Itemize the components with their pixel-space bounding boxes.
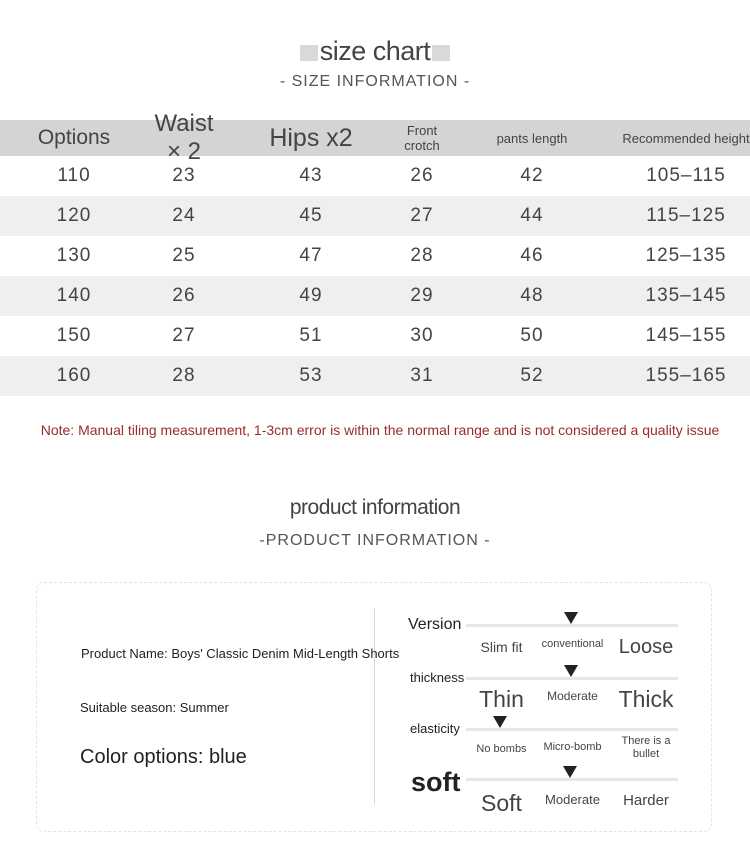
product-name: Product Name: Boys' Classic Denim Mid-Length Shorts bbox=[81, 646, 400, 661]
table-row bbox=[0, 276, 750, 316]
cell-waist: 26 bbox=[172, 285, 196, 306]
cell-pants-length: 52 bbox=[520, 365, 544, 386]
cell-waist: 25 bbox=[172, 245, 196, 266]
product-info-title: product information bbox=[289, 496, 461, 519]
cell-pants-length: 42 bbox=[520, 165, 544, 186]
suitable-season: Suitable season: Summer bbox=[80, 700, 229, 715]
table-row bbox=[0, 236, 750, 276]
cell-options: 140 bbox=[56, 285, 92, 306]
cell-hips: 49 bbox=[299, 285, 323, 306]
attr-option: Soft bbox=[481, 790, 522, 816]
product-info-heading bbox=[0, 496, 750, 550]
cell-waist: 23 bbox=[172, 165, 196, 186]
cell-waist: 24 bbox=[172, 205, 196, 226]
selection-marker-icon bbox=[563, 766, 577, 778]
cell-front-crotch: 29 bbox=[410, 285, 434, 306]
cell-recommended-height: 135–145 bbox=[645, 285, 727, 306]
attr-option: Harder bbox=[623, 792, 669, 809]
attr-label-elasticity: elasticity bbox=[410, 721, 460, 736]
table-header-row bbox=[0, 110, 750, 165]
cell-options: 110 bbox=[57, 165, 91, 186]
attr-option: Slim fit bbox=[480, 639, 523, 655]
scale-line bbox=[466, 677, 678, 680]
attr-option: Micro-bomb bbox=[543, 741, 602, 753]
cell-recommended-height: 125–135 bbox=[645, 245, 727, 266]
measurement-note: Note: Manual tiling measurement, 1-3cm error is within the normal range and is not considered a quality issue bbox=[40, 422, 720, 438]
attr-label-soft: soft bbox=[411, 767, 461, 797]
cell-front-crotch: 27 bbox=[410, 205, 434, 226]
cell-front-crotch: 26 bbox=[410, 165, 434, 186]
scale-line bbox=[466, 728, 678, 731]
table-row bbox=[0, 356, 750, 396]
attr-option: Moderate bbox=[545, 792, 600, 807]
header-options: Options bbox=[37, 126, 111, 149]
cell-waist: 28 bbox=[172, 365, 196, 386]
cell-options: 160 bbox=[56, 365, 92, 386]
cell-recommended-height: 155–165 bbox=[645, 365, 727, 386]
size-chart-title-text: size chart bbox=[319, 36, 431, 66]
cell-pants-length: 48 bbox=[520, 285, 544, 306]
header-pants-length: pants length bbox=[496, 130, 568, 146]
attr-option: Loose bbox=[618, 636, 674, 658]
cell-options: 130 bbox=[56, 245, 92, 266]
attr-option: There is a bullet bbox=[621, 735, 671, 760]
cell-recommended-height: 115–125 bbox=[646, 205, 726, 226]
cell-waist: 27 bbox=[172, 325, 196, 346]
attr-option: Thin bbox=[479, 686, 524, 712]
selection-marker-icon bbox=[564, 612, 578, 624]
cell-hips: 51 bbox=[299, 325, 323, 346]
title-bar-left bbox=[300, 45, 318, 61]
title-bar-right bbox=[432, 45, 450, 61]
cell-front-crotch: 28 bbox=[410, 245, 434, 266]
product-info-subtitle: -PRODUCT INFORMATION - bbox=[259, 532, 491, 549]
size-chart-subtitle: - SIZE INFORMATION - bbox=[279, 73, 471, 90]
scale-line bbox=[466, 778, 678, 781]
header-front-crotch: Front crotch bbox=[404, 123, 440, 153]
header-hips: Hips x2 bbox=[269, 123, 353, 152]
cell-hips: 45 bbox=[299, 205, 323, 226]
cell-options: 150 bbox=[56, 325, 92, 346]
selection-marker-icon bbox=[564, 665, 578, 677]
cell-hips: 47 bbox=[299, 245, 323, 266]
table-body bbox=[0, 156, 750, 396]
size-chart-heading bbox=[0, 36, 750, 91]
attr-option: conventional bbox=[541, 638, 604, 650]
attr-option: Moderate bbox=[547, 689, 598, 703]
attr-label-thickness: thickness bbox=[410, 670, 465, 685]
attr-option: No bombs bbox=[476, 743, 527, 755]
size-table bbox=[0, 110, 750, 396]
cell-hips: 53 bbox=[299, 365, 323, 386]
cell-recommended-height: 145–155 bbox=[645, 325, 727, 346]
cell-pants-length: 44 bbox=[520, 205, 544, 226]
attr-option: Thick bbox=[618, 686, 674, 712]
cell-pants-length: 46 bbox=[520, 245, 544, 266]
header-waist: Waist × 2 bbox=[154, 110, 214, 165]
header-recommended-height: Recommended height bbox=[622, 130, 750, 146]
color-options: Color options: blue bbox=[80, 746, 247, 768]
scale-line bbox=[466, 624, 678, 627]
panel-divider bbox=[374, 608, 375, 804]
cell-pants-length: 50 bbox=[520, 325, 544, 346]
cell-hips: 43 bbox=[299, 165, 323, 186]
size-chart-title bbox=[320, 36, 431, 67]
cell-recommended-height: 105–115 bbox=[646, 165, 726, 186]
table-row bbox=[0, 156, 750, 196]
cell-front-crotch: 30 bbox=[410, 325, 434, 346]
attr-label-version: Version bbox=[408, 616, 462, 633]
table-row bbox=[0, 196, 750, 236]
selection-marker-icon bbox=[493, 716, 507, 728]
cell-options: 120 bbox=[56, 205, 92, 226]
cell-front-crotch: 31 bbox=[410, 365, 434, 386]
table-row bbox=[0, 316, 750, 356]
